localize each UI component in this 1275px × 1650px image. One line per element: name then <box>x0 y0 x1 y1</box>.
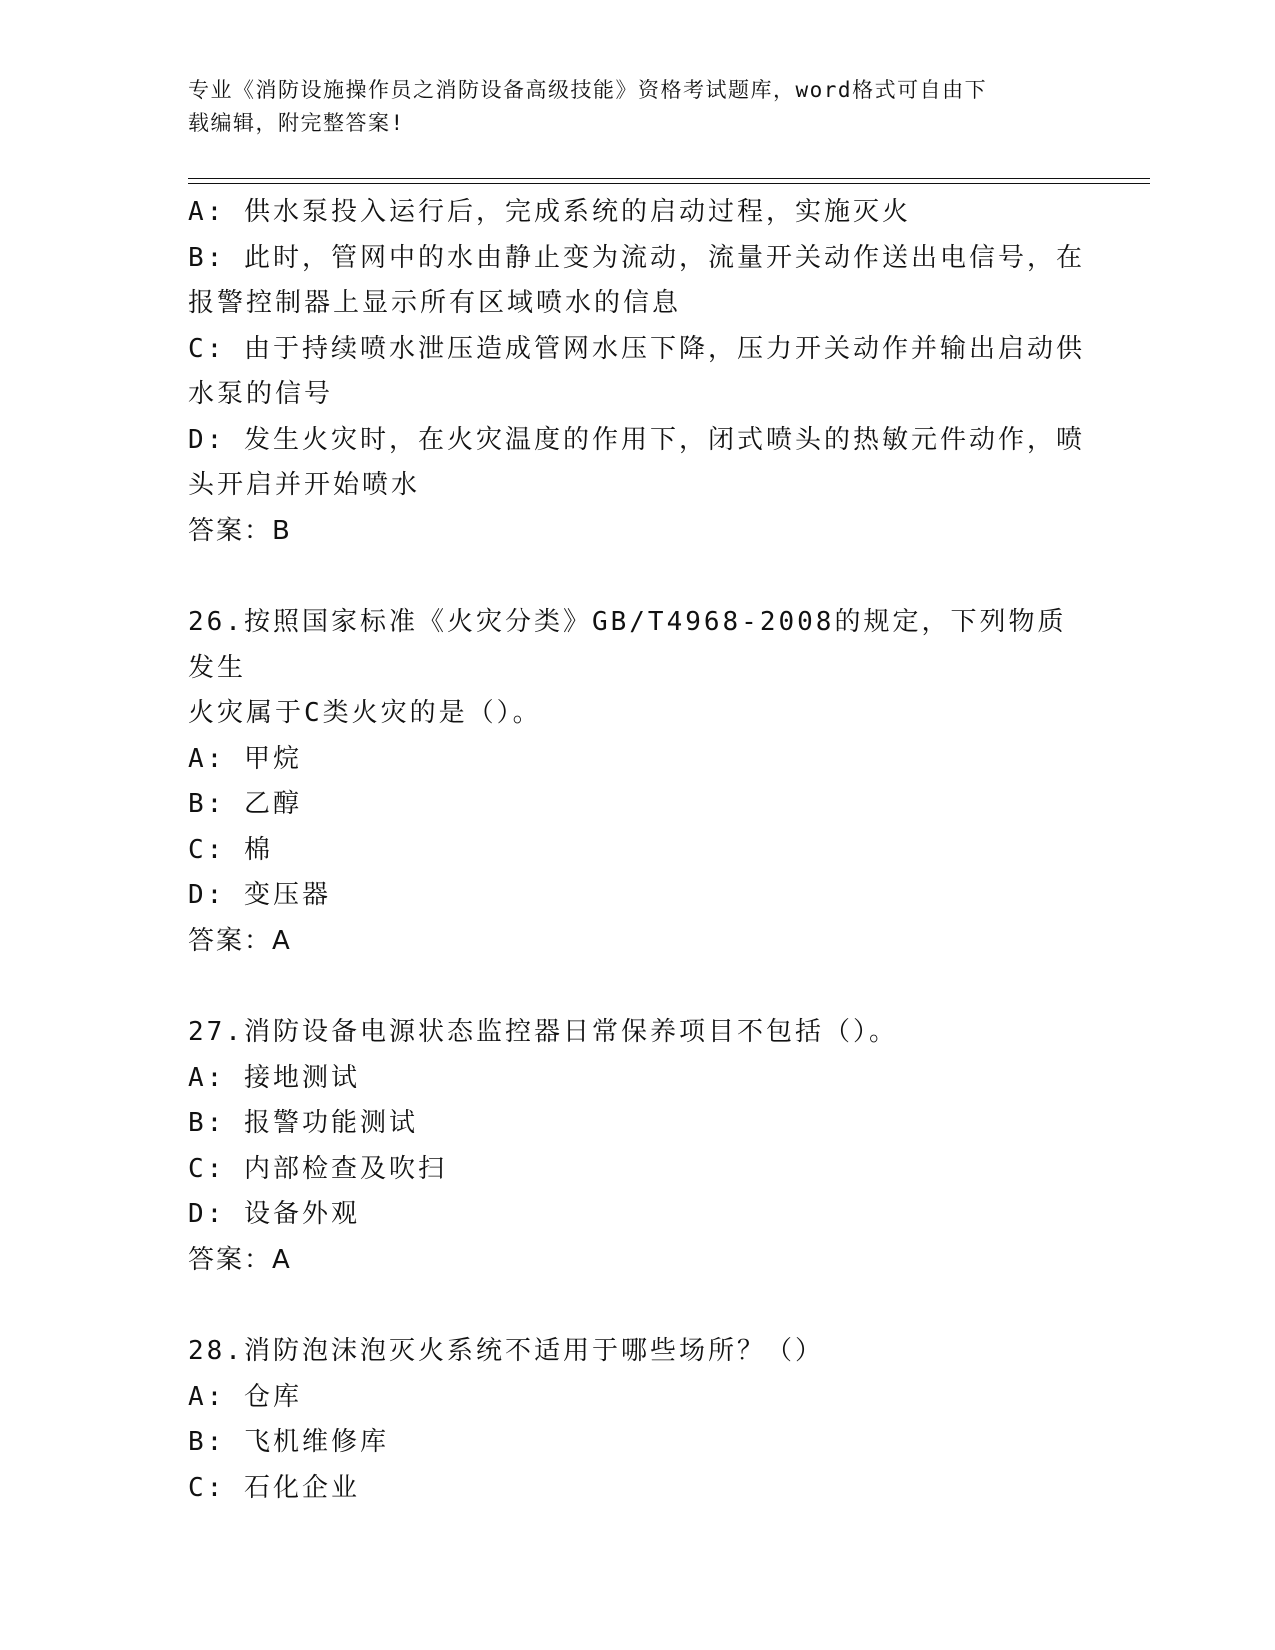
answer: 答案：A <box>188 925 292 956</box>
option-a: A: 甲烷 <box>188 743 302 774</box>
option-a: A: 接地测试 <box>188 1062 360 1093</box>
option-c-line-2: 水泵的信号 <box>188 379 334 409</box>
option-a: A: 仓库 <box>188 1381 302 1412</box>
document-header <box>188 74 1068 140</box>
header-line-1: 专业《消防设施操作员之消防设备高级技能》资格考试题库，word格式可自由下 <box>188 78 988 102</box>
question-25-block <box>188 190 1088 554</box>
option-c-line-1: C: 由于持续喷水泄压造成管网水压下降，压力开关动作并输出启动供 <box>188 333 1085 364</box>
header-line-2: 载编辑，附完整答案! <box>188 111 405 135</box>
option-b: B: 报警功能测试 <box>188 1108 418 1138</box>
option-d-line-2: 头开启并开始喷水 <box>188 470 421 500</box>
question-stem-line-1: 26.按照国家标准《火灾分类》GB/T4968-2008的规定，下列物质发生 <box>188 607 1067 683</box>
question-26-block <box>188 600 1088 964</box>
question-28-block <box>188 1329 1088 1511</box>
option-b: B: 飞机维修库 <box>188 1427 389 1457</box>
question-27-block <box>188 1010 1088 1283</box>
question-stem-line-2: 火灾属于C类火灾的是（）。 <box>188 698 542 728</box>
option-c: C: 石化企业 <box>188 1472 360 1503</box>
option-b-line-1: B: 此时，管网中的水由静止变为流动，流量开关动作送出电信号，在 <box>188 242 1085 273</box>
header-rule-bottom <box>188 183 1150 184</box>
option-d-line-1: D: 发生火灾时，在火灾温度的作用下，闭式喷头的热敏元件动作，喷 <box>188 424 1085 455</box>
question-content <box>188 190 1088 1511</box>
option-b: B: 乙醇 <box>188 789 302 819</box>
answer: 答案：A <box>188 1244 292 1275</box>
option-c: C: 棉 <box>188 834 273 865</box>
option-d: D: 变压器 <box>188 880 331 910</box>
question-stem: 28.消防泡沫泡灭火系统不适用于哪些场所？（） <box>188 1336 824 1366</box>
option-c: C: 内部检查及吹扫 <box>188 1153 447 1184</box>
question-stem: 27.消防设备电源状态监控器日常保养项目不包括（）。 <box>188 1017 898 1047</box>
option-b-line-2: 报警控制器上显示所有区域喷水的信息 <box>188 288 682 318</box>
option-d: D: 设备外观 <box>188 1199 360 1229</box>
header-rule-top <box>188 178 1150 179</box>
answer: 答案：B <box>188 515 292 546</box>
option-a: A: 供水泵投入运行后，完成系统的启动过程，实施灭火 <box>188 197 911 227</box>
